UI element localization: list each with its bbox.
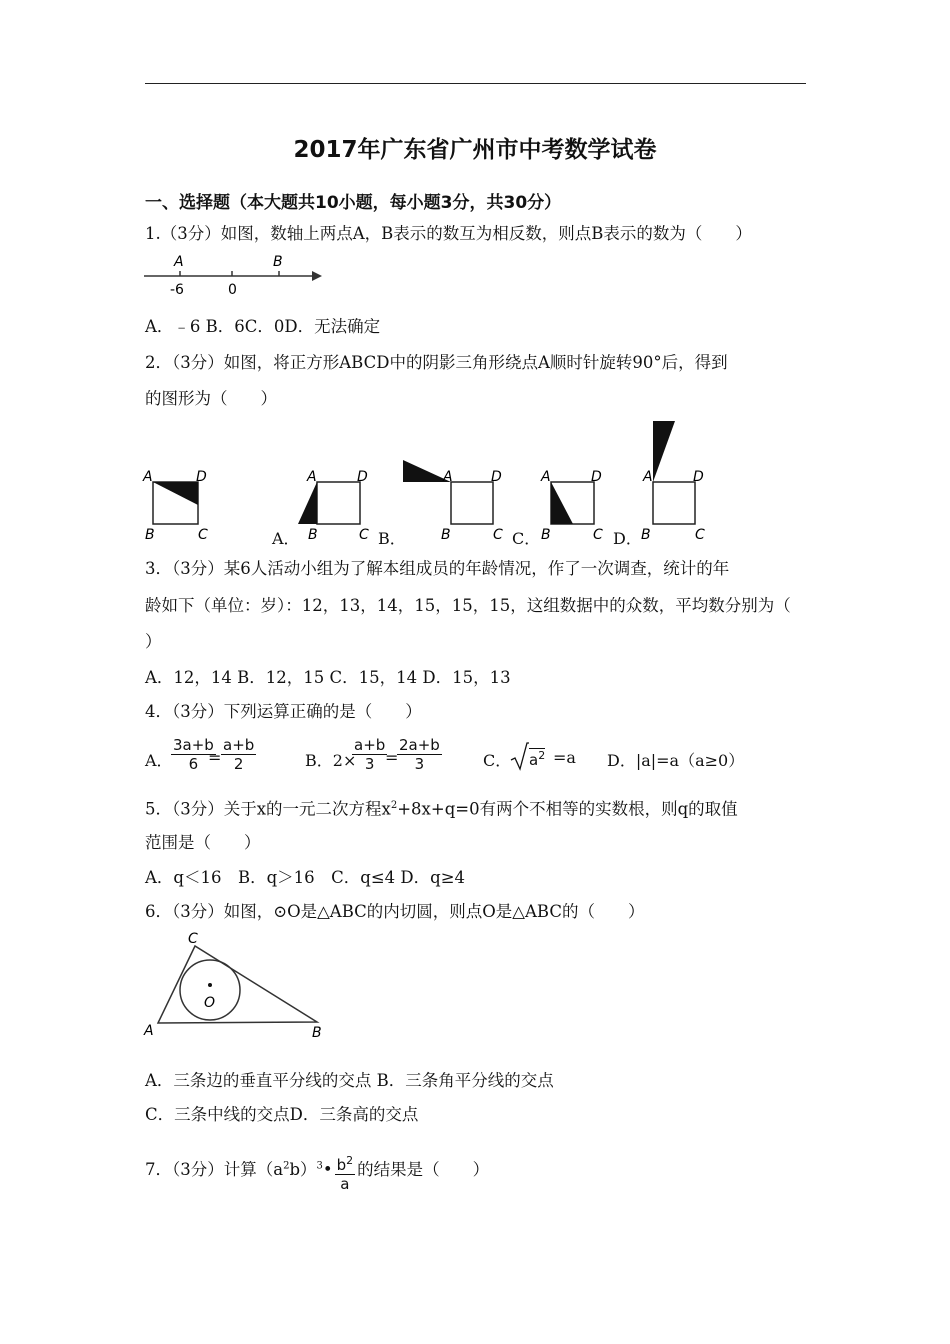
svg-text:A: A — [443, 469, 453, 485]
q1-number-line-figure — [142, 250, 332, 300]
q1-tick-a: -6 — [170, 282, 184, 298]
page-title: 2017年广东省广州市中考数学试卷 — [293, 137, 657, 163]
q1-label-b: B — [273, 254, 283, 270]
q2-option-c-figure — [540, 469, 603, 543]
svg-text:C: C — [359, 527, 369, 543]
q4-option-d: D．|a|=a（a≥0） — [607, 751, 745, 770]
q2-option-c-label: C． — [512, 529, 541, 548]
svg-text:C: C — [593, 527, 603, 543]
q4-option-a-frac2: $\frac{a+b}{2}$ — [223, 736, 255, 773]
q4-option-b-frac1: $\frac{a+b}{3}$ — [354, 736, 386, 773]
q2-text-line1: 2．（3分）如图，将正方形ABCD中的阴影三角形绕点A顺时针旋转90°后，得到 — [145, 353, 728, 372]
svg-text:D: D — [491, 469, 502, 485]
q7-text: 7．（3分）计算$(a^2b)^3•$ $\frac{b^2}{a}$ 的结果是（ ） — [145, 1154, 490, 1193]
svg-text:B: B — [541, 527, 551, 543]
q2-option-a-figure — [298, 469, 369, 543]
svg-text:B: B — [441, 527, 451, 543]
svg-text:D: D — [357, 469, 368, 485]
svg-text:D: D — [591, 469, 602, 485]
svg-text:A: A — [143, 469, 153, 485]
incircle — [180, 960, 240, 1020]
q2-option-b-figure — [403, 460, 503, 543]
triangle-abc — [158, 946, 317, 1023]
svg-text:D: D — [693, 469, 704, 485]
q2-option-a-label: A． — [272, 529, 300, 548]
q2-option-d-figure — [641, 421, 705, 543]
center-point-o — [208, 983, 212, 987]
q5-options: A．q＜16 B．q＞16 C．q≤4 D．q≥4 — [145, 868, 466, 887]
svg-text:C: C — [188, 931, 198, 947]
svg-text:C: C — [493, 527, 503, 543]
q4-option-b-frac2: $\frac{2a+b}{3}$ — [399, 736, 440, 773]
q6-text: 6．（3分）如图，⊙O是△ABC的内切圆，则点O是△ABC的（ ） — [145, 902, 645, 921]
q2-option-d-label: D． — [613, 529, 642, 548]
q4-text: 4．（3分）下列运算正确的是（ ） — [145, 702, 422, 721]
q1-tick-0: 0 — [228, 282, 237, 298]
q2-original-square — [142, 469, 208, 543]
sqrt-icon — [509, 742, 529, 772]
q3-text-line1: 3．（3分）某6人活动小组为了解本组成员的年龄情况，作了一次调查，统计的年 — [145, 559, 730, 578]
svg-text:B: B — [145, 527, 155, 543]
q6-options-line2: C．三条中线的交点D．三条高的交点 — [145, 1105, 419, 1124]
q4-option-c-label: C． — [483, 751, 512, 770]
q1-options: A．﹣6 B．6C．0D．无法确定 — [145, 317, 381, 336]
q4-option-a-label: A． — [145, 751, 173, 770]
q1-text: 1.（3分）如图，数轴上两点A，B表示的数互为相反数，则点B表示的数为（ ） — [145, 224, 752, 243]
q4-option-a-frac1: $\frac{3a+b}{6}$ — [173, 736, 214, 773]
svg-text:O: O — [204, 995, 216, 1011]
q7-fraction: $\frac{b^2}{a}$ — [336, 1154, 354, 1193]
svg-text:C: C — [198, 527, 208, 543]
svg-text:A: A — [541, 469, 551, 485]
q3-options: A．12，14 B．12，15 C．15，14 D．15，13 — [145, 668, 511, 687]
q5-text-line2: 范围是（ ） — [145, 833, 261, 852]
section-heading: 一、选择题（本大题共10小题，每小题3分，共30分） — [145, 193, 562, 213]
q3-text-line3: ） — [145, 632, 162, 651]
q3-text-line2: 龄如下（单位：岁）：12，13，14，15，15，15，这组数据中的众数，平均数分别为（ — [145, 596, 791, 615]
number-line-arrow-icon — [312, 271, 322, 281]
q6-triangle-figure — [140, 925, 330, 1045]
svg-text:C: C — [695, 527, 705, 543]
svg-text:D: D — [196, 469, 207, 485]
svg-text:A: A — [643, 469, 653, 485]
svg-text:B: B — [312, 1025, 322, 1041]
q4-option-b-label: B．2× — [305, 751, 357, 770]
q2-option-b-label: B． — [378, 529, 406, 548]
svg-text:B: B — [308, 527, 318, 543]
header-rule — [145, 83, 806, 84]
svg-text:A: A — [307, 469, 317, 485]
q1-label-a: A — [174, 254, 184, 270]
q2-text-line2: 的图形为（ ） — [145, 389, 277, 408]
q6-options-line1: A．三条边的垂直平分线的交点 B．三条角平分线的交点 — [145, 1071, 554, 1090]
svg-text:B: B — [641, 527, 651, 543]
svg-text:A: A — [144, 1023, 154, 1039]
q5-text-line1: 5．（3分）关于x的一元二次方程$x^2+8x+q=0$有两个不相等的实数根，则q的取值 — [145, 799, 738, 819]
